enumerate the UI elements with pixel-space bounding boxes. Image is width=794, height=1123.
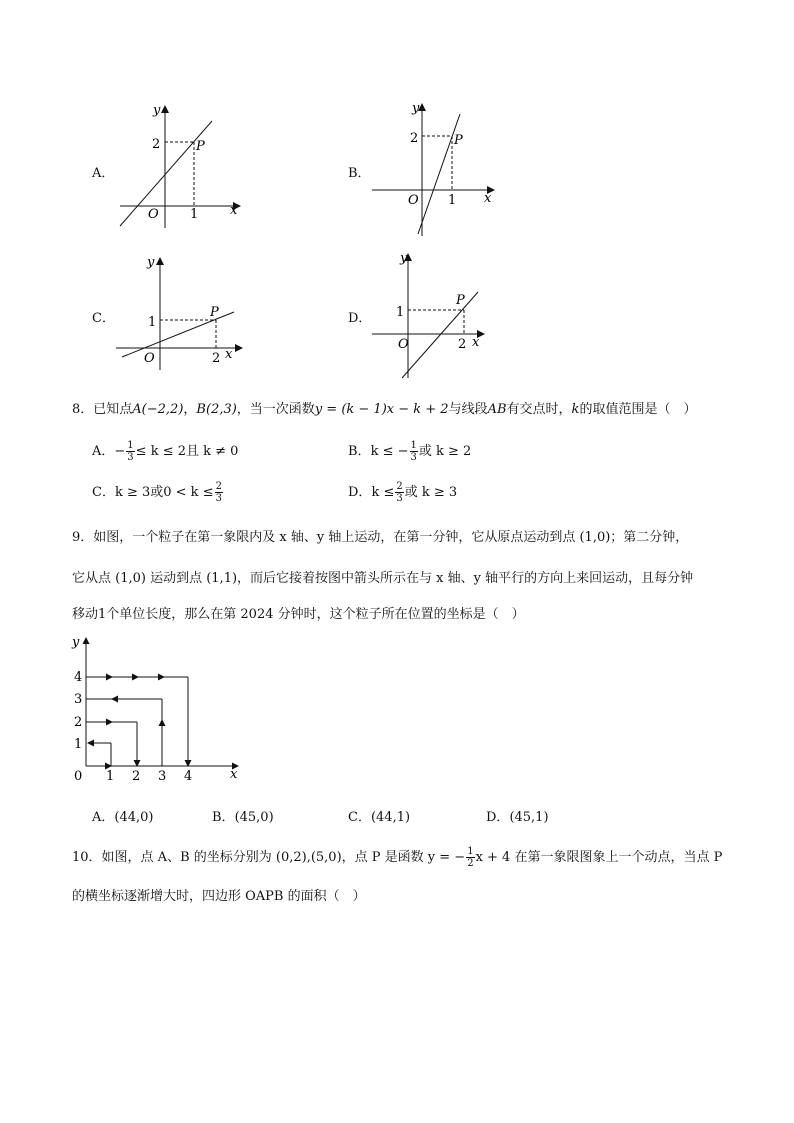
- origin-label: O: [408, 193, 419, 208]
- y-axis-label: y: [400, 251, 408, 266]
- q9-option-a[interactable]: [92, 806, 153, 825]
- segment-ab: AB: [487, 402, 507, 417]
- option-pre: −: [114, 444, 126, 459]
- y-tick-1: 1: [74, 737, 83, 752]
- option-label: A．: [92, 444, 115, 459]
- function-expr: y = (k − 1)x − k + 2: [314, 402, 449, 417]
- option-value: (45,1): [509, 810, 549, 825]
- option-label: D．: [486, 810, 510, 825]
- q8-text-a: 已知点: [93, 402, 133, 417]
- point-label: P: [454, 133, 463, 148]
- option-value: (44,0): [114, 810, 154, 825]
- x-axis-label: x: [230, 767, 238, 782]
- x-axis-label: x: [472, 335, 480, 350]
- y-tick: 1: [148, 315, 157, 330]
- q10-line-2: 的横坐标逐渐增大时，四边形 OAPB 的面积（ ）: [72, 889, 366, 904]
- particle-path-figure: [66, 632, 246, 782]
- y-tick: 2: [410, 131, 419, 146]
- point-label: P: [210, 305, 219, 320]
- q8-stem: [72, 398, 696, 417]
- fraction: $\frac{1}{3}$: [410, 440, 417, 463]
- q8-option-d[interactable]: [348, 481, 457, 504]
- y-axis-label: y: [412, 101, 420, 116]
- option-label: C．: [348, 810, 371, 825]
- option-label: A．: [92, 166, 115, 181]
- graph-c: [112, 252, 252, 372]
- option-pre: k ≤: [371, 485, 395, 500]
- x-tick-1: 1: [106, 769, 115, 782]
- option-text: ≤ k ≤ 2且 k ≠ 0: [135, 444, 239, 459]
- x-axis-label: x: [484, 191, 492, 206]
- y-axis-label: y: [72, 635, 80, 650]
- q8-text-e: 的取值范围是（ ）: [579, 402, 697, 417]
- graph-a: [110, 100, 250, 230]
- option-label: A．: [92, 810, 115, 825]
- point-label: P: [196, 139, 205, 154]
- point-a: A(−2,2): [132, 402, 184, 417]
- option-pre: k ≥ 3或0 < k ≤: [114, 485, 214, 500]
- y-tick-3: 3: [74, 692, 83, 707]
- q9-line-1: 9．如图，一个粒子在第一象限内及 x 轴、y 轴上运动，在第一分钟，它从原点运动到点 (1,0)；第二分钟，: [72, 530, 689, 545]
- option-label: B．: [348, 444, 371, 459]
- q8-text-b: ，当一次函数: [236, 402, 315, 417]
- y-tick: 2: [152, 137, 161, 152]
- option-label: D．: [348, 485, 372, 500]
- option-label: B．: [212, 810, 235, 825]
- x-tick-4: 4: [184, 769, 193, 782]
- question-number: 8．: [72, 402, 94, 417]
- y-tick: 1: [396, 305, 405, 320]
- var-k: k: [571, 402, 580, 417]
- q8-text-c: 与线段: [448, 402, 488, 417]
- graph-d: [368, 248, 508, 380]
- x-tick: 1: [190, 207, 199, 222]
- option-value: (44,1): [370, 810, 411, 825]
- x-axis-label: x: [230, 203, 238, 218]
- y-tick-4: 4: [74, 670, 83, 685]
- point-b: B(2,3): [196, 402, 237, 417]
- origin-label: O: [144, 351, 155, 366]
- option-value: (45,0): [234, 810, 274, 825]
- q9-option-d[interactable]: [486, 806, 549, 825]
- option-label: B．: [348, 166, 371, 181]
- q9-option-c[interactable]: [348, 806, 410, 825]
- y-tick-2: 2: [74, 715, 83, 730]
- x-tick-0: 0: [74, 769, 83, 782]
- x-axis-label: x: [225, 347, 233, 362]
- q8-option-a[interactable]: [92, 440, 238, 463]
- q9-line-3: 移动1个单位长度，那么在第 2024 分钟时，这个粒子所在位置的坐标是（ ）: [72, 607, 525, 622]
- y-axis-label: y: [153, 103, 161, 118]
- point-label: P: [456, 293, 465, 308]
- x-tick: 2: [212, 351, 221, 366]
- q9-line-2: 它从点 (1,0) 运动到点 (1,1)，而后它接着按图中箭头所示在与 x 轴、y 轴平行的方向上来回运动，且每分钟: [72, 571, 694, 586]
- q10-text-pre: 10．如图，点 A、B 的坐标分别为 (0,2),(5,0)，点 P 是函数 y = −: [72, 850, 466, 865]
- fraction: $\frac{1}{2}$: [467, 846, 474, 869]
- option-text: 或 k ≥ 2: [418, 444, 472, 459]
- option-label: C．: [92, 485, 115, 500]
- x-tick: 1: [448, 193, 457, 208]
- graph-b: [368, 98, 508, 238]
- option-label: C．: [92, 311, 115, 326]
- fraction: $\frac{2}{3}$: [215, 481, 222, 504]
- origin-label: O: [398, 337, 409, 352]
- x-tick: 2: [458, 337, 467, 352]
- origin-label: O: [148, 207, 159, 222]
- q10-text-post: x + 4 在第一象限图象上一个动点，当点 P: [475, 850, 723, 865]
- separator: ，: [183, 402, 197, 417]
- q10-line-1: [72, 846, 722, 869]
- q9-option-b[interactable]: [212, 806, 274, 825]
- fraction: $\frac{2}{3}$: [396, 481, 403, 504]
- fraction: $\frac{1}{3}$: [127, 440, 134, 463]
- y-axis-label: y: [147, 255, 155, 270]
- x-tick-3: 3: [158, 769, 167, 782]
- q8-option-c[interactable]: [92, 481, 224, 504]
- q8-text-d: 有交点时，: [506, 402, 572, 417]
- q8-option-b[interactable]: [348, 440, 471, 463]
- x-tick-2: 2: [132, 769, 141, 782]
- option-text: 或 k ≥ 3: [404, 485, 458, 500]
- option-pre: k ≤ −: [370, 444, 409, 459]
- option-label: D．: [348, 311, 372, 326]
